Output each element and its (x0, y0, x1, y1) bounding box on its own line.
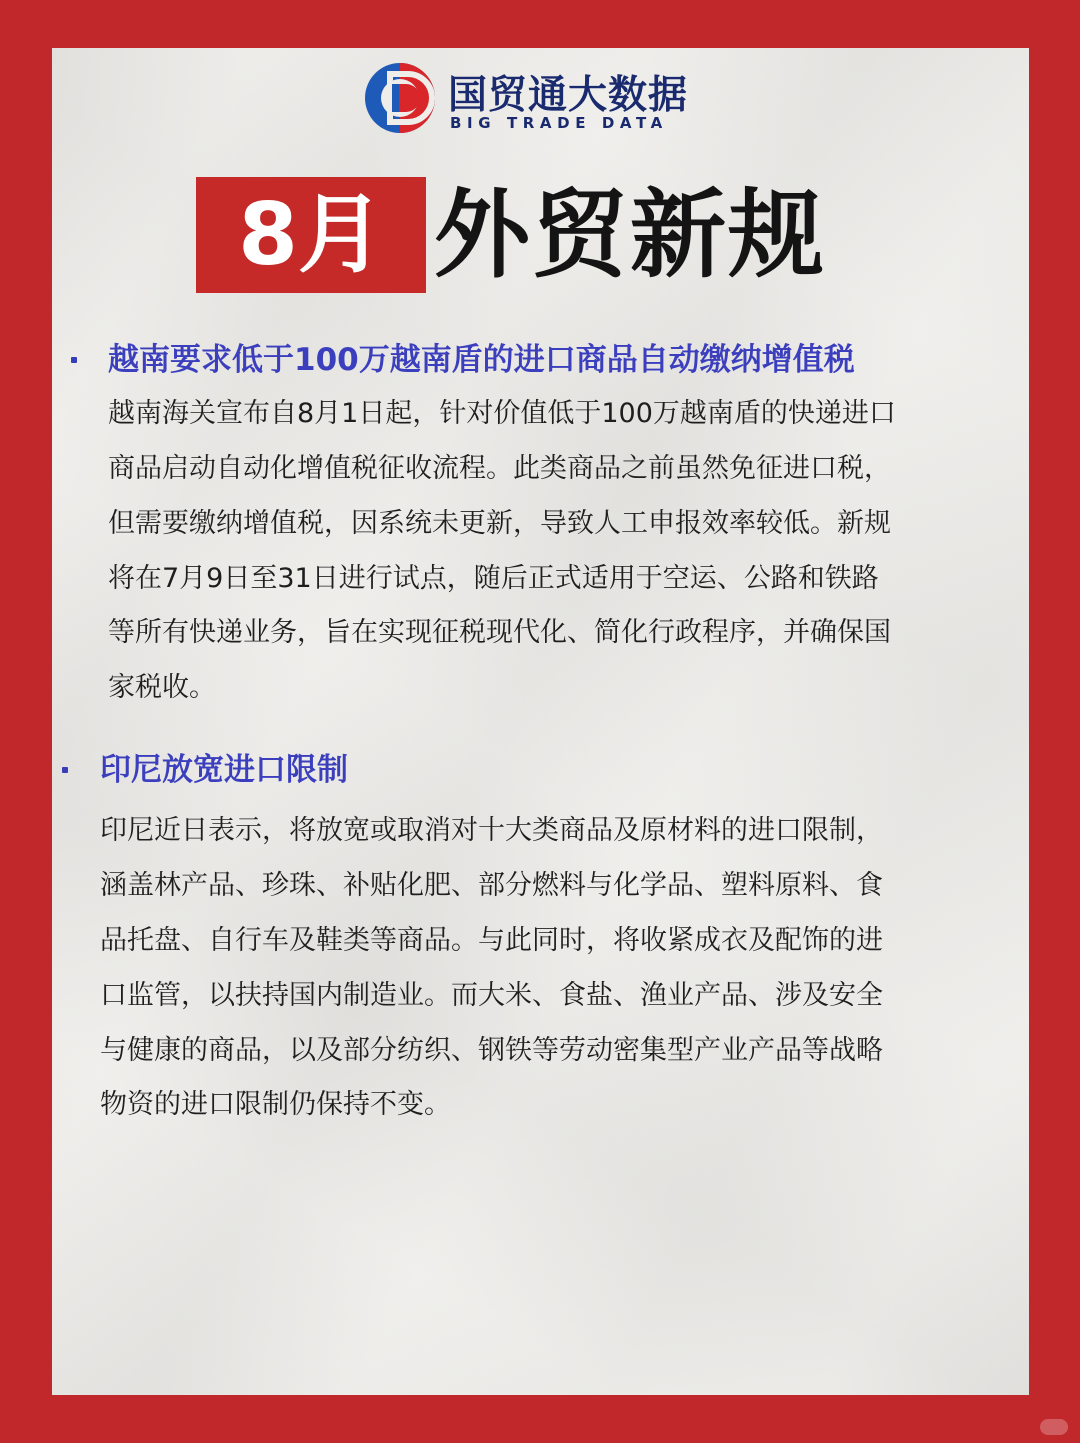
page-title: 外贸新规 (434, 179, 826, 291)
brand-name-cn: 国贸通大数据 (448, 73, 689, 118)
section-body-line: 与健康的商品，以及部分纺织、钢铁等劳动密集型产业产品等战略 (100, 1035, 883, 1066)
section-body-line: 商品启动自动化增值税征收流程。此类商品之前虽然免征进口税， (108, 453, 891, 484)
brand-name-en: BIG TRADE DATA (450, 114, 668, 132)
section-body-line: 品托盘、自行车及鞋类等商品。与此同时，将收紧成衣及配饰的进 (100, 925, 883, 956)
section-heading: 越南要求低于100万越南盾的进口商品自动缴纳增值税 (108, 342, 855, 378)
section-body-line: 家税收。 (108, 672, 216, 703)
section-body-line: 口监管，以扶持国内制造业。而大米、食盐、渔业产品、涉及安全 (100, 980, 883, 1011)
bullet-icon (71, 357, 77, 363)
watermark (1040, 1419, 1068, 1435)
section-body-line: 但需要缴纳增值税，因系统未更新，导致人工申报效率较低。新规 (108, 508, 891, 539)
section-body-line: 越南海关宣布自8月1日起，针对价值低于100万越南盾的快递进口 (108, 398, 896, 429)
section-body-line: 将在7月9日至31日进行试点，随后正式适用于空运、公路和铁路 (108, 563, 879, 594)
bullet-icon (62, 767, 68, 773)
section-body-line: 涵盖林产品、珍珠、补贴化肥、部分燃料与化学品、塑料原料、食 (100, 870, 883, 901)
section-body-line: 等所有快递业务，旨在实现征税现代化、简化行政程序，并确保国 (108, 617, 891, 648)
section-body-line: 印尼近日表示，将放宽或取消对十大类商品及原材料的进口限制， (100, 815, 883, 846)
brand-logo (362, 58, 702, 136)
title-month: 8月 (238, 185, 384, 285)
brand-logo-icon (362, 60, 438, 136)
section-heading: 印尼放宽进口限制 (100, 752, 348, 788)
section-body-line: 物资的进口限制仍保持不变。 (100, 1089, 451, 1120)
